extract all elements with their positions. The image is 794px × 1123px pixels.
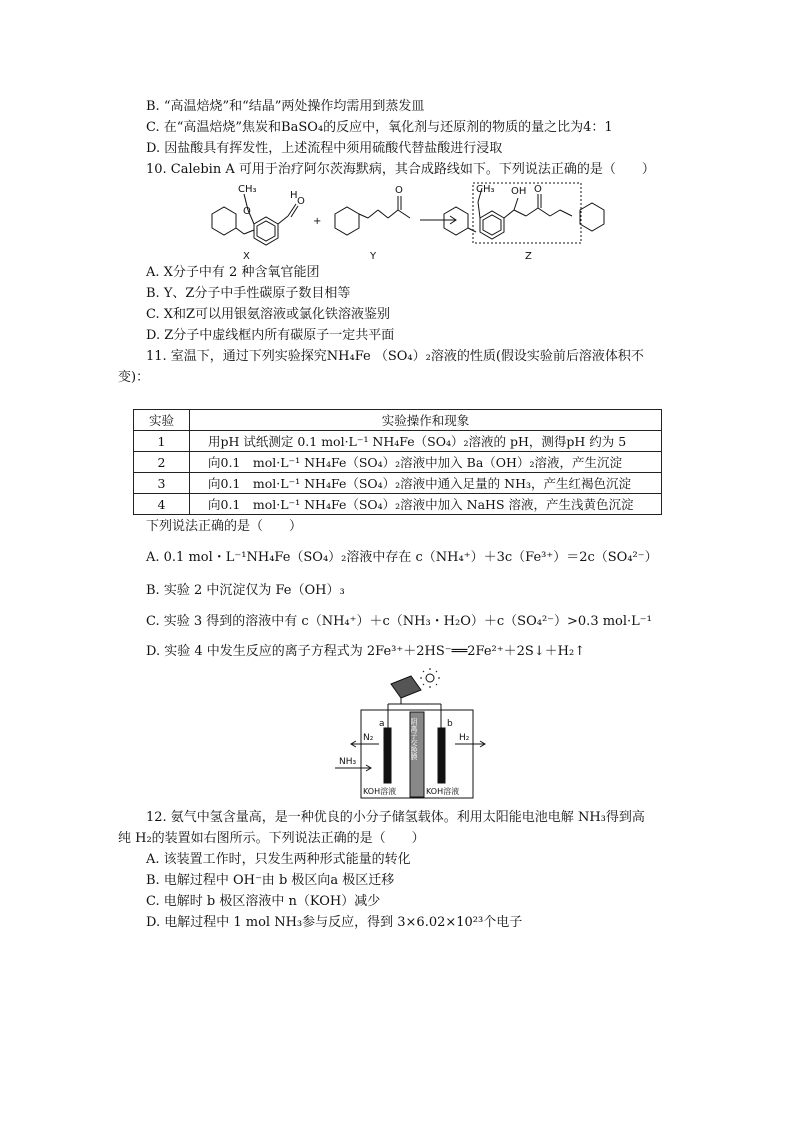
h2-label: H₂ — [459, 733, 470, 743]
q12-option-b: B. 电解过程中 OH⁻由 b 极区向a 极区迁移 — [146, 873, 395, 888]
table-cell: 3 — [134, 473, 190, 494]
z-o-label: O — [534, 184, 542, 195]
experiment-table — [133, 409, 662, 515]
q12-stem-line1: 12. 氨气中氢含量高，是一种优良的小分子储氢载体。利用太阳能电池电解 NH₃得到高 — [146, 810, 645, 825]
q11-option-d: D. 实验 4 中发生反应的离子方程式为 2Fe³⁺＋2HS⁻══2Fe²⁺＋2S↓＋H₂↑ — [146, 644, 586, 659]
z-label: Z — [525, 251, 532, 262]
q11-stem-line1: 11. 室温下，通过下列实验探究NH₄Fe （SO₄）₂溶液的性质(假设实验前后溶液体积不 — [146, 349, 644, 364]
electrode-b-label: b — [447, 719, 453, 729]
electrode-a-label: a — [379, 719, 385, 729]
z-ch3-label: CH₃ — [476, 184, 495, 195]
z-oh-label: OH — [511, 186, 527, 197]
electrolysis-apparatus-diagram — [335, 668, 505, 804]
table-header-row — [134, 410, 662, 431]
q12-stem-line2: 纯 H₂的装置如右图所示。下列说法正确的是（ ） — [118, 831, 425, 846]
table-row — [134, 494, 662, 515]
table-cell: 向0.1 mol·L⁻¹ NH₄Fe（SO₄）₂溶液中加入 Ba（OH）₂溶液，产生沉淀 — [190, 452, 662, 473]
x-label: X — [243, 251, 250, 262]
table-cell: 向0.1 mol·L⁻¹ NH₄Fe（SO₄）₂溶液中加入 NaHS 溶液，产生浅黄色沉淀 — [190, 494, 662, 515]
q9-option-c: C. 在“高温焙烧”焦炭和BaSO₄的反应中，氧化剂与还原剂的物质的量之比为4：1 — [146, 120, 613, 135]
q10-option-d: D. Z分子中虚线框内所有碳原子一定共平面 — [146, 328, 395, 343]
membrane-label: 阴离子交换膜 — [410, 718, 418, 760]
plus-sign: + — [313, 216, 322, 227]
y-label: Y — [370, 251, 377, 262]
table-header: 实验 — [134, 410, 190, 431]
right-solution-label: KOH溶液 — [426, 787, 460, 796]
x-o-label: O — [243, 206, 251, 217]
x-ch3-label: CH₃ — [238, 184, 257, 195]
q10-stem: 10. Calebin A 可用于治疗阿尔茨海默病，其合成路线如下。下列说法正确的是（ ） — [146, 162, 655, 177]
q11-option-a: A. 0.1 mol・L⁻¹NH₄Fe（SO₄）₂溶液中存在 c（NH₄⁺）＋3c（Fe³⁺）＝2c（SO₄²⁻） — [146, 550, 658, 565]
table-cell: 1 — [134, 431, 190, 452]
y-o-label: O — [395, 185, 403, 196]
table-row — [134, 452, 662, 473]
q9-option-d: D. 因盐酸具有挥发性，上述流程中须用硫酸代替盐酸进行浸取 — [146, 141, 503, 156]
table-row — [134, 431, 662, 452]
q11-option-b: B. 实验 2 中沉淀仅为 Fe（OH）₃ — [146, 583, 345, 598]
table-cell: 4 — [134, 494, 190, 515]
q10-option-b: B. Y、Z分子中手性碳原子数目相等 — [146, 286, 351, 301]
nh3-label: NH₃ — [339, 757, 357, 767]
synthesis-route-diagram — [200, 180, 620, 262]
n2-label: N₂ — [363, 733, 374, 743]
q11-option-c: C. 实验 3 得到的溶液中有 c（NH₄⁺）＋c（NH₃・H₂O）＋c（SO₄²⁻）>0.3 mol·L⁻¹ — [146, 614, 652, 629]
left-solution-label: KOH溶液 — [363, 787, 397, 796]
table-cell: 用pH 试纸测定 0.1 mol·L⁻¹ NH₄Fe（SO₄）₂溶液的 pH，测得pH 约为 5 — [190, 431, 662, 452]
q11-question: 下列说法正确的是（ ） — [146, 519, 303, 534]
table-header: 实验操作和现象 — [190, 410, 662, 431]
x-o-aldehyde: O — [297, 196, 305, 207]
q10-option-a: A. X分子中有 2 种含氧官能团 — [146, 265, 320, 280]
q12-option-d: D. 电解过程中 1 mol NH₃参与反应，得到 3×6.02×10²³个电子 — [146, 915, 523, 930]
x-h-label: H — [290, 190, 298, 201]
q11-stem-line2: 变)： — [118, 370, 150, 385]
table-row — [134, 473, 662, 494]
q9-option-b: B. “高温焙烧”和“结晶”两处操作均需用到蒸发皿 — [146, 99, 425, 114]
q12-option-a: A. 该装置工作时，只发生两种形式能量的转化 — [146, 852, 411, 867]
q10-option-c: C. X和Z可以用银氨溶液或氯化铁溶液鉴别 — [146, 307, 391, 322]
table-cell: 向0.1 mol·L⁻¹ NH₄Fe（SO₄）₂溶液中通入足量的 NH₃，产生红褐色沉淀 — [190, 473, 662, 494]
q12-option-c: C. 电解时 b 极区溶液中 n（KOH）减少 — [146, 894, 381, 909]
table-cell: 2 — [134, 452, 190, 473]
